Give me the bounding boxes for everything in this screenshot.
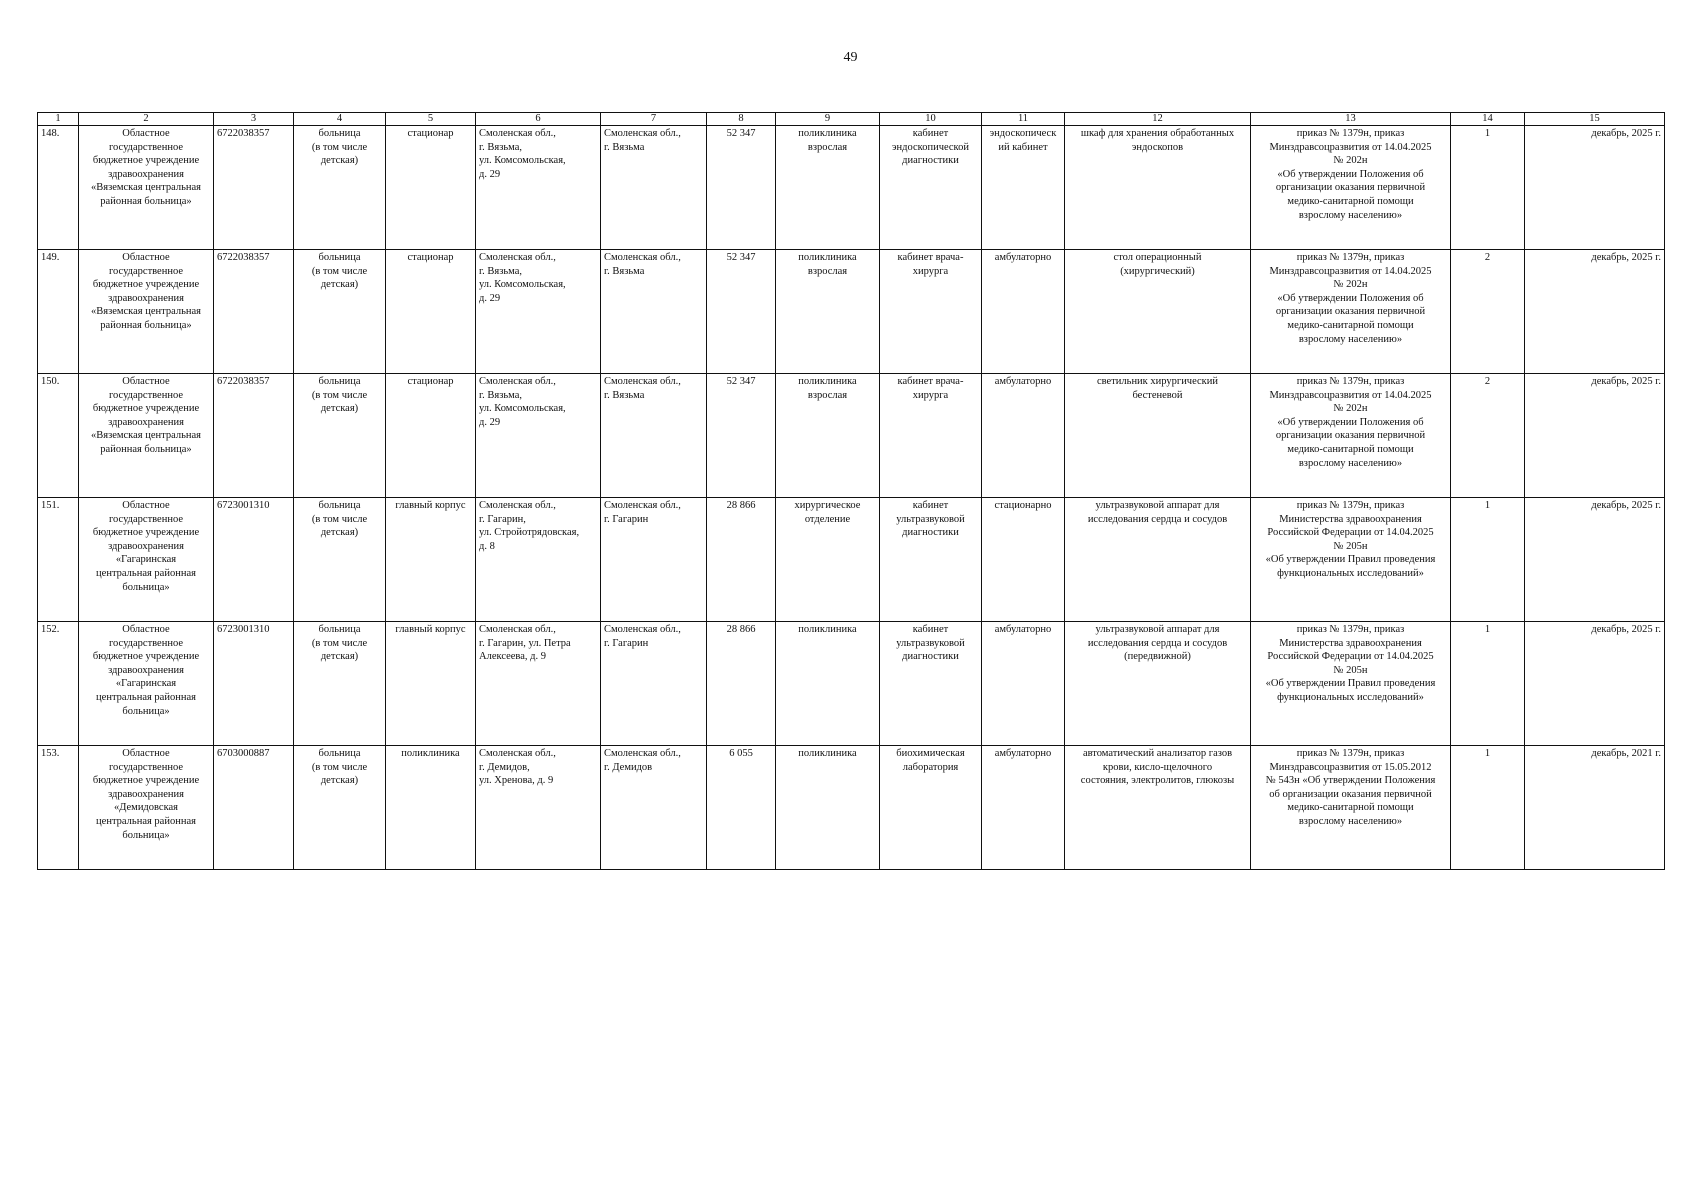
row-number: 149.: [38, 250, 79, 374]
legal-basis: приказ № 1379н, приказ Минздравсоцразвития от 15.05.2012 № 543н «Об утверждении Положения об организации оказания первичной медико-санитарной помощи взрослому населению»: [1251, 746, 1451, 870]
quantity: 1: [1451, 622, 1525, 746]
inn: 6723001310: [214, 498, 294, 622]
delivery-term: декабрь, 2021 г.: [1525, 746, 1665, 870]
legal-basis: приказ № 1379н, приказ Минздравсоцразвития от 14.04.2025 № 202н «Об утверждении Положения об организации оказания первичной медико-санитарной помощи взрослому населению»: [1251, 374, 1451, 498]
legal-basis: приказ № 1379н, приказ Министерства здравоохранения Российской Федерации от 14.04.2025 № 205н «Об утверждении Правил проведения функциональных исследований»: [1251, 622, 1451, 746]
row-number: 150.: [38, 374, 79, 498]
population: 52 347: [707, 250, 776, 374]
address: Смоленская обл., г. Гагарин, ул. Стройотрядовская, д. 8: [476, 498, 601, 622]
population: 28 866: [707, 622, 776, 746]
quantity: 1: [1451, 126, 1525, 250]
column-number-4: 4: [294, 113, 386, 126]
room: кабинет врача- хирурга: [880, 374, 982, 498]
column-number-7: 7: [601, 113, 707, 126]
population: 52 347: [707, 374, 776, 498]
equipment: ультразвуковой аппарат для исследования сердца и сосудов (передвижной): [1065, 622, 1251, 746]
legal-basis: приказ № 1379н, приказ Министерства здравоохранения Российской Федерации от 14.04.2025 № 205н «Об утверждении Правил проведения функциональных исследований»: [1251, 498, 1451, 622]
locality: Смоленская обл., г. Гагарин: [601, 622, 707, 746]
column-number-1: 1: [38, 113, 79, 126]
column-number-5: 5: [386, 113, 476, 126]
column-number-6: 6: [476, 113, 601, 126]
population: 6 055: [707, 746, 776, 870]
address: Смоленская обл., г. Вязьма, ул. Комсомольская, д. 29: [476, 374, 601, 498]
table-row: [38, 746, 1665, 870]
row-number: 151.: [38, 498, 79, 622]
care-condition: амбулаторно: [982, 746, 1065, 870]
division: поликлиника взрослая: [776, 126, 880, 250]
locality: Смоленская обл., г. Вязьма: [601, 374, 707, 498]
care-condition: амбулаторно: [982, 374, 1065, 498]
column-number-14: 14: [1451, 113, 1525, 126]
delivery-term: декабрь, 2025 г.: [1525, 498, 1665, 622]
care-condition: стационарно: [982, 498, 1065, 622]
quantity: 2: [1451, 374, 1525, 498]
quantity: 1: [1451, 746, 1525, 870]
facility-type: больница (в том числе детская): [294, 498, 386, 622]
inn: 6722038357: [214, 250, 294, 374]
population: 52 347: [707, 126, 776, 250]
inn: 6722038357: [214, 126, 294, 250]
organization-name: Областное государственное бюджетное учреждение здравоохранения «Вяземская центральная районная больница»: [79, 374, 214, 498]
page-number: 49: [843, 50, 858, 65]
column-number-2: 2: [79, 113, 214, 126]
building: стационар: [386, 250, 476, 374]
population: 28 866: [707, 498, 776, 622]
division: поликлиника: [776, 622, 880, 746]
organization-name: Областное государственное бюджетное учреждение здравоохранения «Вяземская центральная районная больница»: [79, 126, 214, 250]
inn: 6723001310: [214, 622, 294, 746]
table-row: [38, 374, 1665, 498]
delivery-term: декабрь, 2025 г.: [1525, 374, 1665, 498]
table-row: [38, 250, 1665, 374]
column-number-12: 12: [1065, 113, 1251, 126]
column-number-3: 3: [214, 113, 294, 126]
building: главный корпус: [386, 622, 476, 746]
equipment: стол операционный (хирургический): [1065, 250, 1251, 374]
address: Смоленская обл., г. Вязьма, ул. Комсомольская, д. 29: [476, 126, 601, 250]
table-row: [38, 498, 1665, 622]
delivery-term: декабрь, 2025 г.: [1525, 126, 1665, 250]
facility-type: больница (в том числе детская): [294, 250, 386, 374]
organization-name: Областное государственное бюджетное учреждение здравоохранения «Гагаринская центральная районная больница»: [79, 622, 214, 746]
organization-name: Областное государственное бюджетное учреждение здравоохранения «Вяземская центральная районная больница»: [79, 250, 214, 374]
facility-type: больница (в том числе детская): [294, 126, 386, 250]
row-number: 153.: [38, 746, 79, 870]
equipment: ультразвуковой аппарат для исследования сердца и сосудов: [1065, 498, 1251, 622]
division: поликлиника взрослая: [776, 250, 880, 374]
facility-type: больница (в том числе детская): [294, 374, 386, 498]
quantity: 2: [1451, 250, 1525, 374]
organization-name: Областное государственное бюджетное учреждение здравоохранения «Гагаринская центральная районная больница»: [79, 498, 214, 622]
care-condition: амбулаторно: [982, 250, 1065, 374]
table-header: [38, 113, 1665, 126]
row-number: 148.: [38, 126, 79, 250]
equipment: светильник хирургический бестеневой: [1065, 374, 1251, 498]
locality: Смоленская обл., г. Демидов: [601, 746, 707, 870]
delivery-term: декабрь, 2025 г.: [1525, 622, 1665, 746]
legal-basis: приказ № 1379н, приказ Минздравсоцразвития от 14.04.2025 № 202н «Об утверждении Положения об организации оказания первичной медико-санитарной помощи взрослому населению»: [1251, 126, 1451, 250]
division: поликлиника взрослая: [776, 374, 880, 498]
organization-name: Областное государственное бюджетное учреждение здравоохранения «Демидовская центральная районная больница»: [79, 746, 214, 870]
locality: Смоленская обл., г. Гагарин: [601, 498, 707, 622]
column-number-10: 10: [880, 113, 982, 126]
equipment: шкаф для хранения обработанных эндоскопов: [1065, 126, 1251, 250]
room: кабинет врача- хирурга: [880, 250, 982, 374]
column-number-13: 13: [1251, 113, 1451, 126]
column-number-15: 15: [1525, 113, 1665, 126]
facility-type: больница (в том числе детская): [294, 746, 386, 870]
room: кабинет ультразвуковой диагностики: [880, 498, 982, 622]
column-number-11: 11: [982, 113, 1065, 126]
care-condition: эндоскопическ ий кабинет: [982, 126, 1065, 250]
inn: 6722038357: [214, 374, 294, 498]
address: Смоленская обл., г. Демидов, ул. Хренова, д. 9: [476, 746, 601, 870]
equipment-registry-table: [37, 112, 1665, 870]
facility-type: больница (в том числе детская): [294, 622, 386, 746]
inn: 6703000887: [214, 746, 294, 870]
locality: Смоленская обл., г. Вязьма: [601, 126, 707, 250]
locality: Смоленская обл., г. Вязьма: [601, 250, 707, 374]
column-number-9: 9: [776, 113, 880, 126]
header-row: [38, 113, 1665, 126]
quantity: 1: [1451, 498, 1525, 622]
building: главный корпус: [386, 498, 476, 622]
table-body: [38, 126, 1665, 870]
building: стационар: [386, 126, 476, 250]
room: биохимическая лаборатория: [880, 746, 982, 870]
delivery-term: декабрь, 2025 г.: [1525, 250, 1665, 374]
address: Смоленская обл., г. Вязьма, ул. Комсомольская, д. 29: [476, 250, 601, 374]
room: кабинет эндоскопической диагностики: [880, 126, 982, 250]
division: поликлиника: [776, 746, 880, 870]
table-row: [38, 622, 1665, 746]
division: хирургическое отделение: [776, 498, 880, 622]
table-row: [38, 126, 1665, 250]
address: Смоленская обл., г. Гагарин, ул. Петра Алексеева, д. 9: [476, 622, 601, 746]
room: кабинет ультразвуковой диагностики: [880, 622, 982, 746]
legal-basis: приказ № 1379н, приказ Минздравсоцразвития от 14.04.2025 № 202н «Об утверждении Положения об организации оказания первичной медико-санитарной помощи взрослому населению»: [1251, 250, 1451, 374]
column-number-8: 8: [707, 113, 776, 126]
row-number: 152.: [38, 622, 79, 746]
equipment: автоматический анализатор газов крови, кисло-щелочного состояния, электролитов, глюкозы: [1065, 746, 1251, 870]
building: поликлиника: [386, 746, 476, 870]
building: стационар: [386, 374, 476, 498]
care-condition: амбулаторно: [982, 622, 1065, 746]
